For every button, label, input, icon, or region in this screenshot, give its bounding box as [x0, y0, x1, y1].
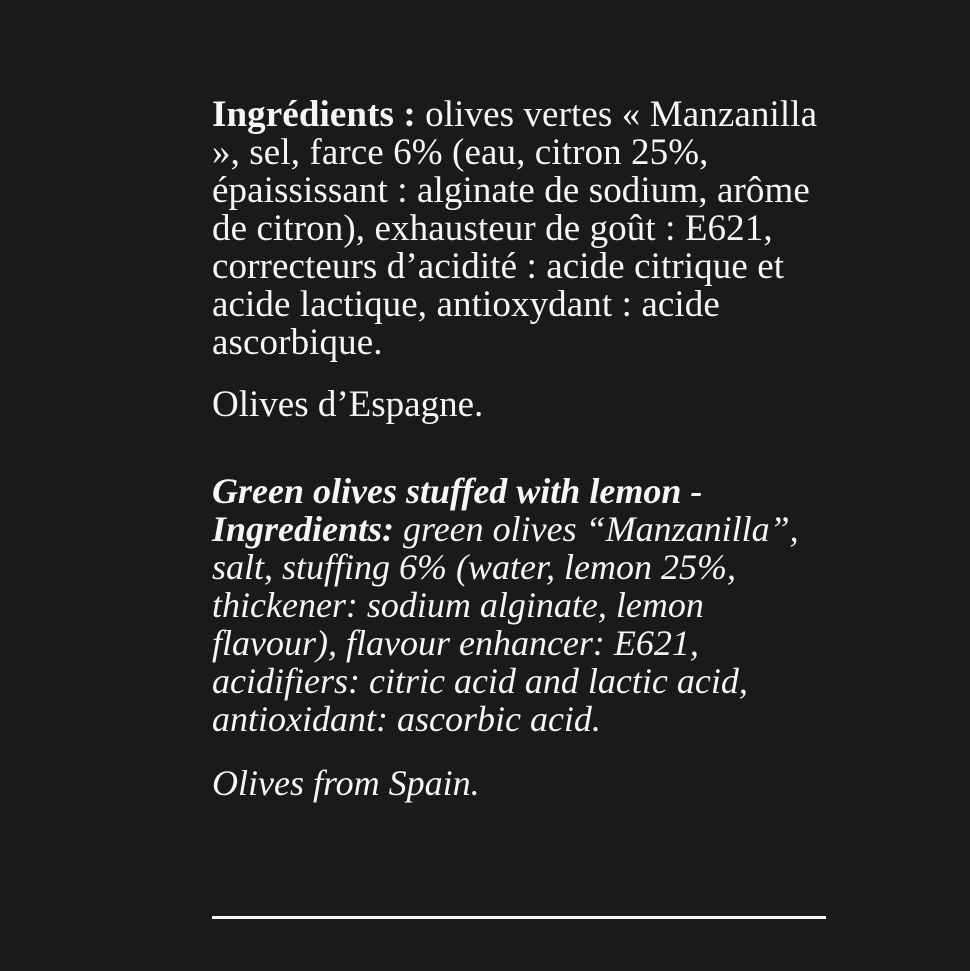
english-ingredients-heading: Green olives stuffed with lemon - Ingredients: — [212, 471, 703, 549]
french-ingredients-text: olives vertes « Manzanilla », sel, farce 6% (eau, citron 25%, épaississant : alginate de sodium, arôme de citron), exhausteur de goût : E621, correcteurs d’acidité : acide citrique et acide lactique, antioxydant : acide ascorbique. — [212, 94, 818, 363]
divider-rule — [212, 916, 826, 919]
english-origin-text: Olives from Spain. — [212, 763, 480, 803]
english-ingredients-paragraph — [212, 472, 830, 738]
french-ingredients-heading: Ingrédients : — [212, 94, 416, 135]
english-ingredients-text: green olives “Manzanilla”, salt, stuffing 6% (water, lemon 25%, thickener: sodium alginate, lemon flavour), flavour enhancer: E621, acidifiers: citric acid and lactic acid, antioxidant: ascorbic acid. — [212, 509, 799, 739]
english-ingredients-block — [212, 472, 830, 802]
french-ingredients-block — [212, 96, 830, 424]
french-origin-text: Olives d’Espagne. — [212, 384, 484, 425]
french-ingredients-paragraph — [212, 96, 830, 362]
